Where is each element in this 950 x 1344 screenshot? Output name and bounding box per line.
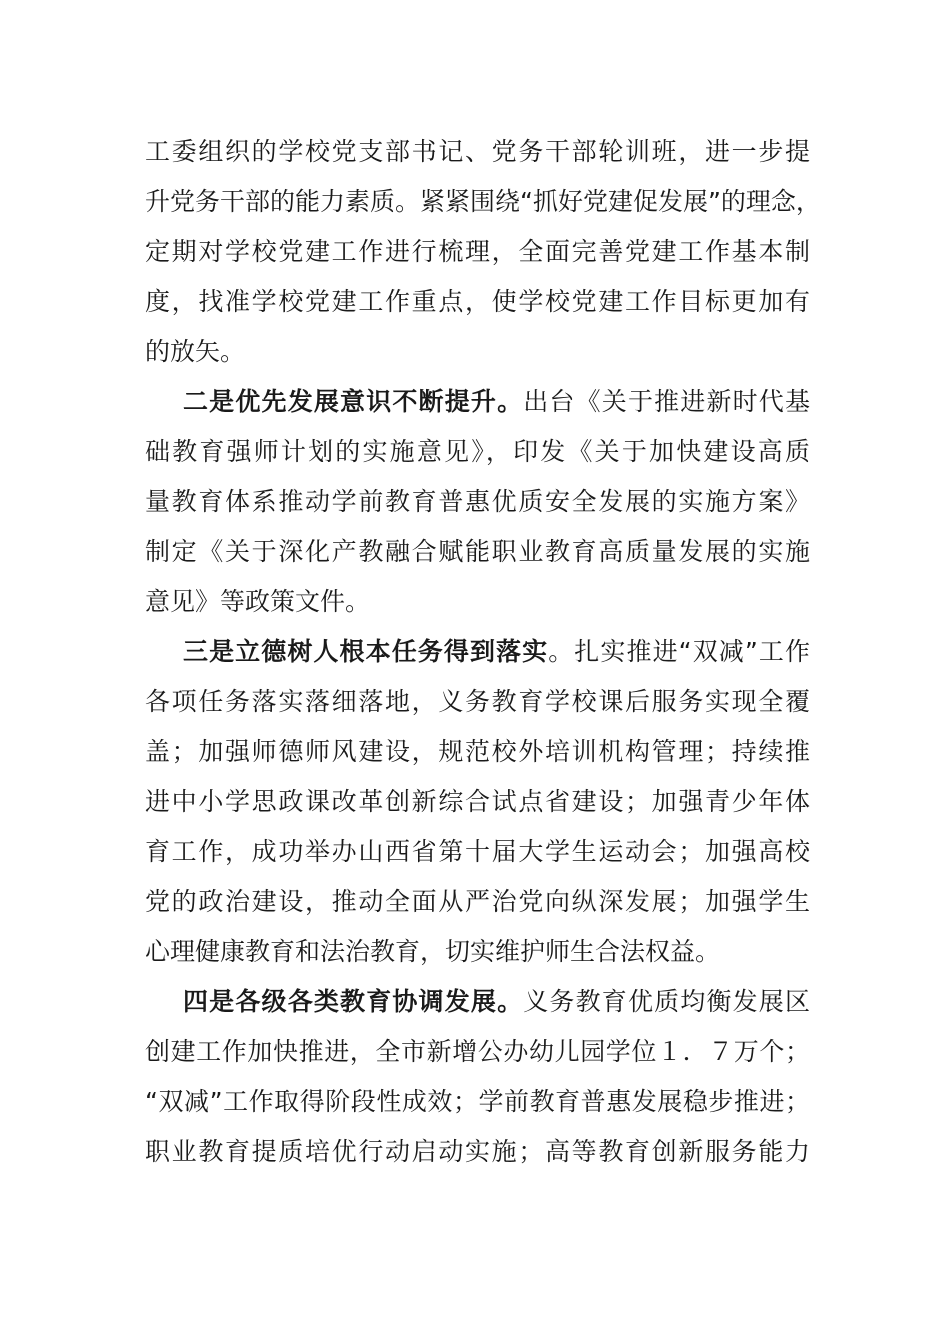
text-line: 升党务干部的能力素质。紧紧围绕“抓好党建促发展”的理念，	[145, 187, 821, 216]
paragraph-first-line	[145, 627, 810, 677]
text-line: 工委组织的学校党支部书记、党务干部轮训班，进一步提	[145, 137, 810, 166]
text-line: “双减”工作取得阶段性成效；学前教育普惠发展稳步推进；	[145, 1087, 810, 1116]
document-body	[145, 127, 821, 1177]
text-run: 。扎实推进“双减”工作	[548, 637, 810, 666]
text-line: 定期对学校党建工作进行梳理，全面完善党建工作基本制	[145, 237, 810, 266]
text-run: 义务教育优质均衡发展区	[523, 987, 810, 1016]
paragraph-heading: 二是优先发展意识不断提升。	[183, 387, 524, 416]
paragraph-first-line	[145, 377, 810, 427]
paragraph-heading: 四是各级各类教育协调发展。	[183, 987, 524, 1016]
text-line: 职业教育提质培优行动启动实施；高等教育创新服务能力	[145, 1137, 810, 1166]
text-line: 创建工作加快推进，全市新增公办幼儿园学位１．７万个；	[145, 1037, 810, 1066]
text-line: 意见》等政策文件。	[145, 587, 371, 616]
paragraph-priority-development	[145, 377, 810, 627]
paragraph-coordinated-development	[145, 977, 810, 1177]
text-line: 的放矢。	[145, 337, 246, 366]
paragraph-heading: 三是立德树人根本任务得到落实	[183, 637, 549, 666]
text-line: 度，找准学校党建工作重点，使学校党建工作目标更加有	[145, 287, 810, 316]
paragraph-moral-education	[145, 627, 810, 977]
paragraph-continuation	[145, 127, 821, 377]
text-line: 盖；加强师德师风建设，规范校外培训机构管理；持续推	[145, 737, 810, 766]
text-line: 育工作，成功举办山西省第十届大学生运动会；加强高校	[145, 837, 810, 866]
text-line: 党的政治建设，推动全面从严治党向纵深发展；加强学生	[145, 887, 810, 916]
text-line: 础教育强师计划的实施意见》，印发《关于加快建设高质	[145, 437, 810, 466]
text-line: 进中小学思政课改革创新综合试点省建设；加强青少年体	[145, 787, 810, 816]
text-line: 各项任务落实落细落地，义务教育学校课后服务实现全覆	[145, 687, 810, 716]
text-run: 出台《关于推进新时代基	[523, 387, 810, 416]
paragraph-first-line	[145, 977, 810, 1027]
text-line: 心理健康教育和法治教育，切实维护师生合法权益。	[145, 937, 721, 966]
text-line: 量教育体系推动学前教育普惠优质安全发展的实施方案》	[145, 487, 810, 516]
text-line: 制定《关于深化产教融合赋能职业教育高质量发展的实施	[145, 537, 810, 566]
